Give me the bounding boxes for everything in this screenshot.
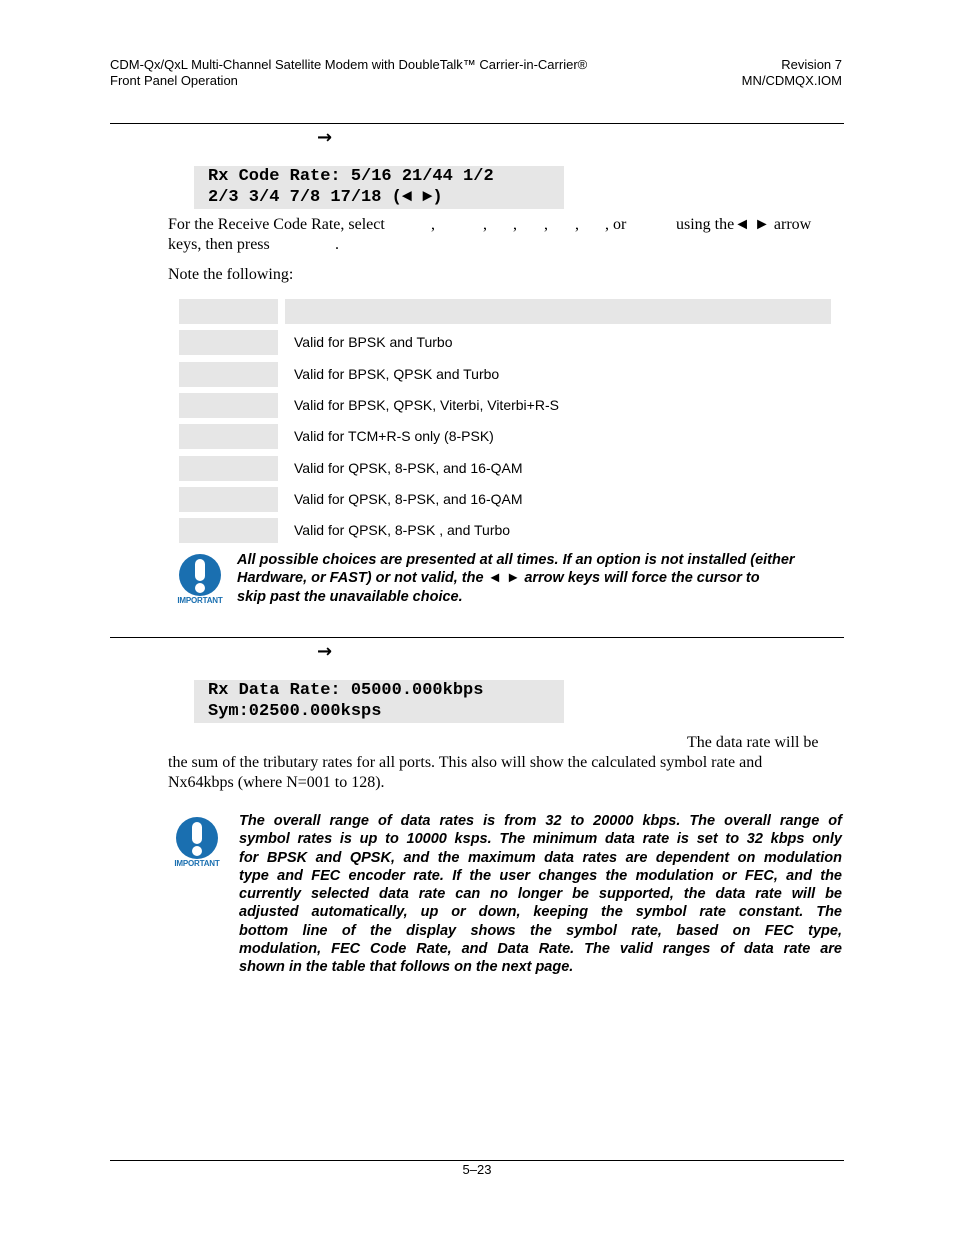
important-label: IMPORTANT <box>177 596 223 605</box>
lcd-display-data-rate <box>194 680 564 723</box>
lcd-line-1: Rx Data Rate: 05000.000kbps <box>208 681 484 700</box>
arrow-icon: → <box>317 127 333 148</box>
important-label: IMPORTANT <box>174 859 220 868</box>
header-right <box>742 57 842 89</box>
code-rate-paragraph-line1: For the Receive Code Rate, select , , , , , , or using the◄ ► arrow <box>168 216 812 233</box>
page-number: 5–23 <box>462 1162 492 1177</box>
data-rate-paragraph-line2: the sum of the tributary rates for all ports. This also will show the calculated symbol rate and <box>168 754 763 771</box>
important-note-1: All possible choices are presented at all times. If an option is not installed (either Hardware, or FAST) or not valid, the ◄ ► arrow keys will force the cursor to skip past the unavailable choice. <box>237 552 795 605</box>
data-rate-paragraph-line3: Nx64kbps (where N=001 to 128). <box>168 774 385 791</box>
important-icon <box>170 552 230 608</box>
table-row: Valid for BPSK, QPSK and Turbo <box>294 366 500 382</box>
table-cell-rate <box>179 487 278 512</box>
lcd-line-2: 2/3 3/4 7/8 17/18 (◄ ►) <box>208 188 443 207</box>
arrow-icon: → <box>317 641 333 662</box>
table-row: Valid for BPSK and Turbo <box>294 334 453 350</box>
section-divider <box>110 123 844 124</box>
header-subtitle: Front Panel Operation <box>110 73 238 88</box>
table-row: Valid for QPSK, 8-PSK, and 16-QAM <box>294 460 523 476</box>
table-cell-rate <box>179 362 278 387</box>
data-rate-paragraph-line1: The data rate will be <box>687 734 819 751</box>
header-doc-id: MN/CDMQX.IOM <box>741 73 842 88</box>
section-divider <box>110 637 844 638</box>
header-revision: Revision 7 <box>781 57 842 72</box>
exclamation-icon <box>167 815 227 861</box>
footer-divider <box>110 1160 844 1161</box>
lcd-display-code-rate <box>194 166 564 209</box>
table-row: Valid for TCM+R-S only (8-PSK) <box>294 428 494 444</box>
table-cell-rate <box>179 424 278 449</box>
table-row: Valid for BPSK, QPSK, Viterbi, Viterbi+R-S <box>294 397 559 413</box>
table-cell-rate <box>179 330 278 355</box>
table-row: Valid for QPSK, 8-PSK, and 16-QAM <box>294 491 523 507</box>
table-cell-rate <box>179 518 278 543</box>
table-header-right <box>285 299 831 324</box>
table-cell-rate <box>179 456 278 481</box>
lcd-line-1: Rx Code Rate: 5/16 21/44 1/2 <box>208 167 494 186</box>
exclamation-icon <box>170 552 230 598</box>
lcd-line-2: Sym:02500.000ksps <box>208 702 382 721</box>
note-following: Note the following: <box>168 266 294 283</box>
table-header-left <box>179 299 278 324</box>
important-note-2: The overall range of data rates is from 32 to 20000 kbps. The overall range of symbol rates is up to 10000 ksps. The minimum data rate is set to 32 kbps only for BPSK and QPSK, and the maximum data rates are dependent on modulation type and FEC encoder rate. If the user changes the modulation or FEC, and the currently selected data rate can no longer be supported, the data rate will be adjusted automatically, up or down, keeping the symbol rate constant. The bottom line of the display shows the symbol rate, based on FEC type, modulation, FEC Code Rate, and Data Rate. The valid ranges of data rate are shown in the table that follows on the next page. <box>239 813 842 976</box>
code-rate-paragraph-line2: keys, then press . <box>168 236 339 253</box>
important-icon <box>167 815 227 871</box>
header-title: CDM-Qx/QxL Multi-Channel Satellite Modem with DoubleTalk™ Carrier-in-Carrier® <box>110 57 588 72</box>
table-row: Valid for QPSK, 8-PSK , and Turbo <box>294 522 511 538</box>
header-left <box>110 57 587 89</box>
table-cell-rate <box>179 393 278 418</box>
